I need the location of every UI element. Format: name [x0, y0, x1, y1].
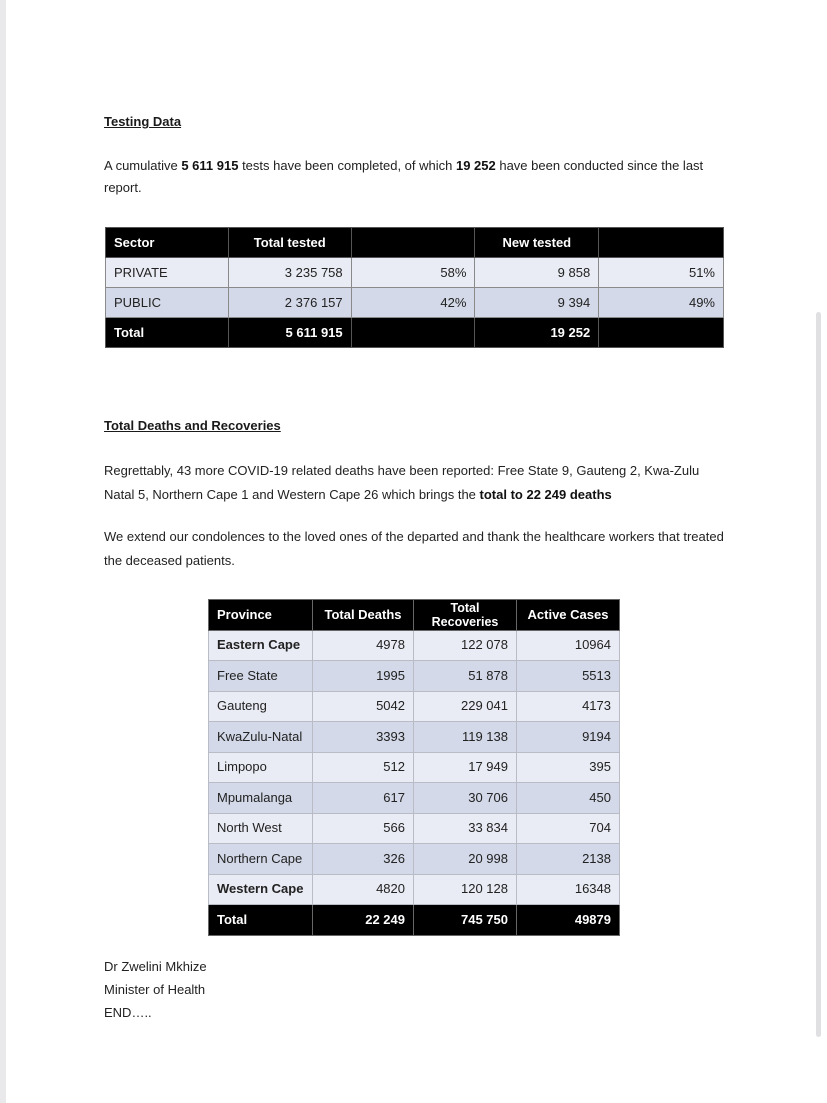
recoveries-cell: 20 998 [414, 844, 517, 875]
recoveries-cell: 51 878 [414, 661, 517, 692]
total-deaths-bold: total to 22 249 deaths [479, 487, 612, 502]
table-total-row [209, 905, 620, 936]
deaths-cell: 617 [313, 783, 414, 814]
total-tested-cell: 2 376 157 [228, 288, 351, 318]
recoveries-cell: 229 041 [414, 691, 517, 722]
table-row [106, 288, 724, 318]
total-pct-cell [351, 318, 475, 348]
deaths-cell: 4820 [313, 874, 414, 905]
active-cell: 4173 [517, 691, 620, 722]
header-new-tested: New tested [475, 228, 599, 258]
new-pct-cell: 49% [599, 288, 724, 318]
active-cell: 2138 [517, 844, 620, 875]
table-row [209, 630, 620, 661]
active-cell: 704 [517, 813, 620, 844]
province-cell: Mpumalanga [209, 783, 313, 814]
recoveries-cell: 120 128 [414, 874, 517, 905]
active-cell: 16348 [517, 874, 620, 905]
new-tested-cell: 19 252 [475, 318, 599, 348]
recoveries-cell: 17 949 [414, 752, 517, 783]
province-cell: Limpopo [209, 752, 313, 783]
deaths-cell: 326 [313, 844, 414, 875]
deaths-cell: 5042 [313, 691, 414, 722]
deaths-cell: 4978 [313, 630, 414, 661]
province-cell: Eastern Cape [209, 630, 313, 661]
deaths-cell: 566 [313, 813, 414, 844]
deaths-cell: 3393 [313, 722, 414, 753]
recoveries-cell: 122 078 [414, 630, 517, 661]
signatory-title: Minister of Health [104, 982, 206, 997]
signatory-name: Dr Zwelini Mkhize [104, 959, 207, 974]
total-pct-cell: 58% [351, 258, 475, 288]
header-total-pct [351, 228, 475, 258]
sector-cell: PRIVATE [106, 258, 229, 288]
scrollbar-thumb[interactable] [816, 312, 821, 1037]
testing-data-heading: Testing Data [104, 114, 182, 129]
recoveries-cell: 30 706 [414, 783, 517, 814]
province-table [208, 599, 620, 936]
active-cell: 395 [517, 752, 620, 783]
header-total-tested: Total tested [228, 228, 351, 258]
end-marker: END….. [104, 1005, 152, 1020]
header-active-cases: Active Cases [517, 600, 620, 631]
deaths-paragraph: Regrettably, 43 more COVID-19 related deaths have been reported: Free State 9, Gauteng 2, Kwa-Zulu Natal 5, Northern Cape 1 and Western Cape 26 which brings the total to 22 249 deaths [104, 463, 700, 502]
table-row [106, 258, 724, 288]
total-label-cell: Total [106, 318, 229, 348]
table-row [209, 661, 620, 692]
deaths-cell: 512 [313, 752, 414, 783]
table-row [209, 844, 620, 875]
table-row [209, 691, 620, 722]
deaths-cell: 22 249 [313, 905, 414, 936]
recoveries-cell: 745 750 [414, 905, 517, 936]
active-cell: 10964 [517, 630, 620, 661]
table-header-row [209, 600, 620, 631]
active-cell: 9194 [517, 722, 620, 753]
header-total-deaths: Total Deaths [313, 600, 414, 631]
new-pct-cell [599, 318, 724, 348]
table-row [209, 722, 620, 753]
new-pct-cell: 51% [599, 258, 724, 288]
header-sector: Sector [106, 228, 229, 258]
province-cell: KwaZulu-Natal [209, 722, 313, 753]
new-tested-cell: 9 394 [475, 288, 599, 318]
header-new-pct [599, 228, 724, 258]
total-tested-cell: 5 611 915 [228, 318, 351, 348]
province-cell: North West [209, 813, 313, 844]
table-total-row [106, 318, 724, 348]
testing-table [105, 227, 724, 348]
new-tested-cell: 9 858 [475, 258, 599, 288]
province-cell: Western Cape [209, 874, 313, 905]
testing-summary-paragraph: A cumulative 5 611 915 tests have been completed, of which 19 252 have been conducted since the last report. [104, 158, 704, 195]
new-tests-value: 19 252 [455, 158, 496, 173]
total-tested-cell: 3 235 758 [228, 258, 351, 288]
province-cell: Free State [209, 661, 313, 692]
total-pct-cell: 42% [351, 288, 475, 318]
sector-cell: PUBLIC [106, 288, 229, 318]
province-cell: Gauteng [209, 691, 313, 722]
province-cell: Northern Cape [209, 844, 313, 875]
table-row [209, 752, 620, 783]
active-cell: 49879 [517, 905, 620, 936]
cumulative-tests-value: 5 611 915 [181, 158, 239, 173]
header-total-recoveries: Total Recoveries [414, 600, 517, 631]
deaths-recoveries-heading: Total Deaths and Recoveries [104, 418, 281, 433]
deaths-cell: 1995 [313, 661, 414, 692]
table-row [209, 874, 620, 905]
active-cell: 5513 [517, 661, 620, 692]
active-cell: 450 [517, 783, 620, 814]
header-province: Province [209, 600, 313, 631]
table-header-row [106, 228, 724, 258]
recoveries-cell: 119 138 [414, 722, 517, 753]
signature-block [104, 955, 207, 1024]
condolences-paragraph: We extend our condolences to the loved ones of the departed and thank the healthcare workers that treated the deceased patients. [104, 529, 724, 568]
table-row [209, 813, 620, 844]
table-row [209, 783, 620, 814]
total-label-cell: Total [209, 905, 313, 936]
recoveries-cell: 33 834 [414, 813, 517, 844]
